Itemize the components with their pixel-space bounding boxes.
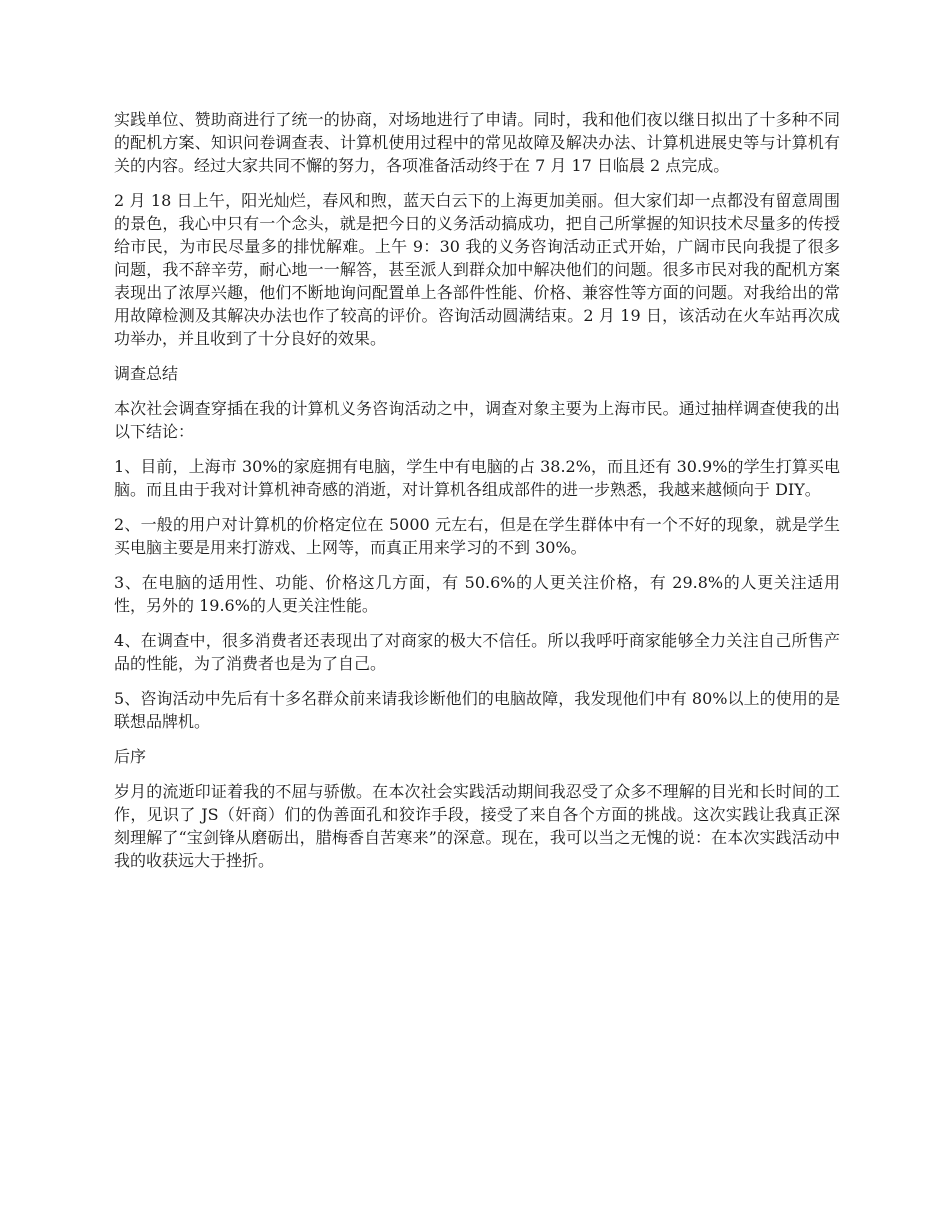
paragraph-finding-3: 3、在电脑的适用性、功能、价格这几方面，有 50.6%的人更关注价格，有 29.8%的人更关注适用性，另外的 19.6%的人更关注性能。 <box>114 573 840 615</box>
paragraph-event-day: 2 月 18 日上午，阳光灿烂，春风和煦，蓝天白云下的上海更加美丽。但大家们却一点都没有留意周围的景色，我心中只有一个念头，就是把今日的义务活动搞成功，把自己所掌握的知识技术尽量多的传授给市民，为市民尽量多的排忧解难。上午 9：30 我的义务咨询活动正式开始，广阔市民向我提了很多问题，我不辞辛劳，耐心地一一解答，甚至派人到群众加中解决他们的问题。很多市民对我的配机方案表现出了浓厚兴趣，他们不断地询问配置单上各部件性能、价格、兼容性等方面的问题。对我给出的常用故障检测及其解决办法也作了较高的评价。咨询活动圆满结束。2 月 19 日，该活动在火车站再次成功举办，并且收到了十分良好的效果。 <box>114 191 840 348</box>
paragraph-finding-2: 2、一般的用户对计算机的价格定位在 5000 元左右，但是在学生群体中有一个不好的现象，就是学生买电脑主要是用来打游戏、上网等，而真正用来学习的不到 30%。 <box>114 515 840 557</box>
section-heading-survey-summary: 调查总结 <box>114 364 179 383</box>
section-heading-epilogue: 后序 <box>114 747 147 766</box>
paragraph-epilogue: 岁月的流逝印证着我的不屈与骄傲。在本次社会实践活动期间我忍受了众多不理解的目光和长时间的工作，见识了 JS（奸商）们的伪善面孔和狡诈手段，接受了来自各个方面的挑战。这次实践让我真正深刻理解了“宝剑锋从磨砺出，腊梅香自苦寒来”的深意。现在，我可以当之无愧的说：在本次实践活动中我的收获远大于挫折。 <box>114 782 840 870</box>
paragraph-survey-intro: 本次社会调查穿插在我的计算机义务咨询活动之中，调查对象主要为上海市民。通过抽样调查使我的出以下结论： <box>114 399 840 441</box>
paragraph-finding-5: 5、咨询活动中先后有十多名群众前来请我诊断他们的电脑故障，我发现他们中有 80%以上的使用的是联想品牌机。 <box>114 689 840 731</box>
paragraph-finding-4: 4、在调查中，很多消费者还表现出了对商家的极大不信任。所以我呼吁商家能够全力关注自己所售产品的性能，为了消费者也是为了自己。 <box>114 631 840 673</box>
document-page <box>114 108 840 884</box>
paragraph-preparation: 实践单位、赞助商进行了统一的协商，对场地进行了申请。同时，我和他们夜以继日拟出了十多种不同的配机方案、知识问卷调查表、计算机使用过程中的常见故障及解决办法、计算机进展史等与计算机有关的内容。经过大家共同不懈的努力，各项准备活动终于在 7 月 17 日临晨 2 点完成。 <box>114 110 840 175</box>
paragraph-finding-1: 1、目前，上海市 30%的家庭拥有电脑，学生中有电脑的占 38.2%，而且还有 30.9%的学生打算买电脑。而且由于我对计算机神奇感的消逝，对计算机各组成部件的进一步熟悉，我越来越倾向于 DIY。 <box>114 457 840 499</box>
